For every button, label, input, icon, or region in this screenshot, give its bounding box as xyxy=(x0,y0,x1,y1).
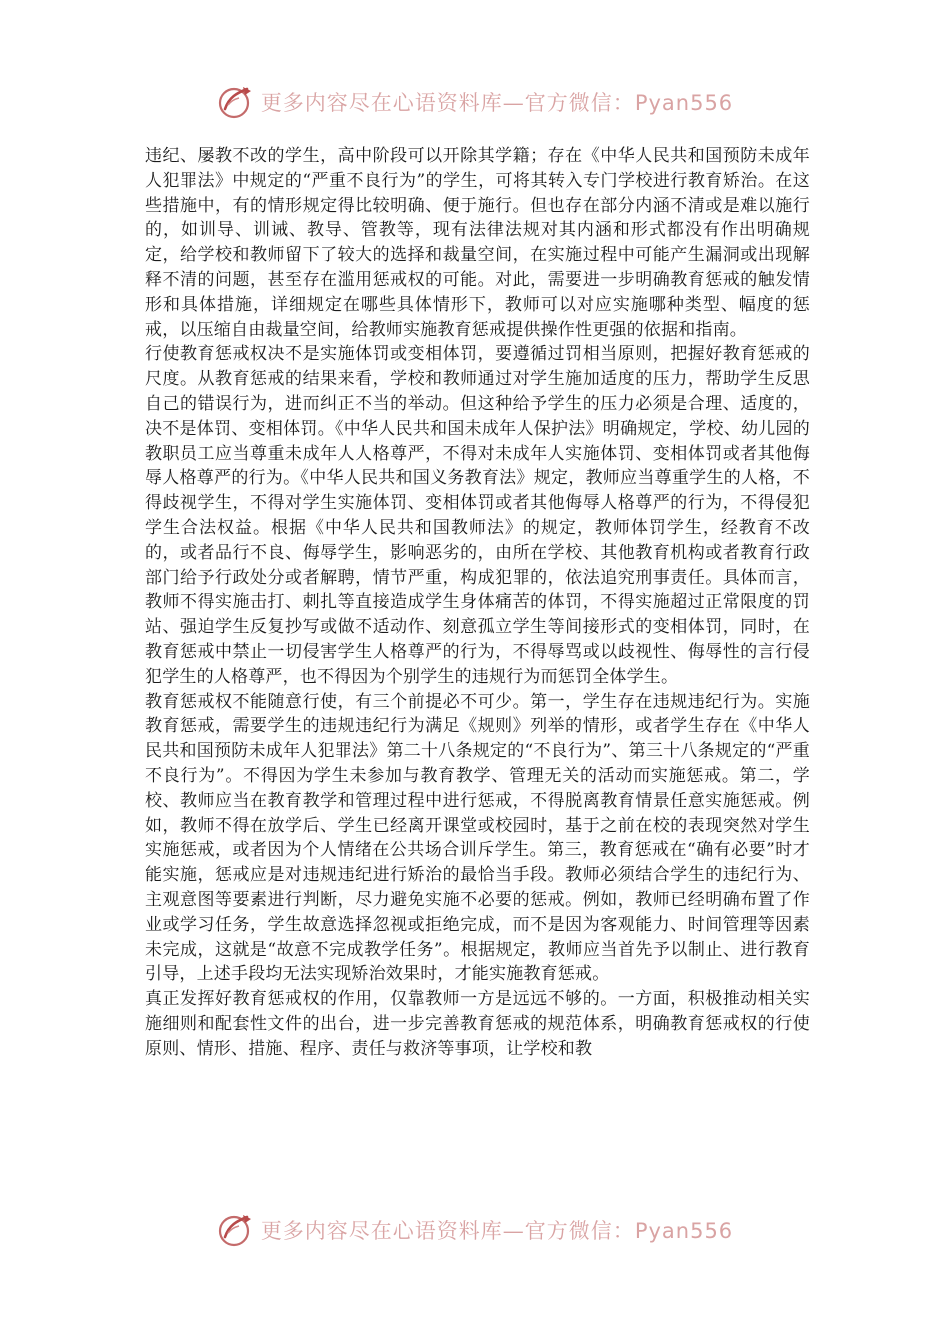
document-body xyxy=(145,144,810,1061)
paragraph-3: 教育惩戒权不能随意行使，有三个前提必不可少。第一，学生存在违规违纪行为。实施教育惩戒，需要学生的违规违纪行为满足《规则》列举的情形，或者学生存在《中华人民共和国预防未成年人犯罪法》第二十八条规定的“不良行为”、第三十八条规定的“严重不良行为”。不得因为学生未参加与教育教学、管理无关的活动而实施惩戒。第二，学校、教师应当在教育教学和管理过程中进行惩戒，不得脱离教育情景任意实施惩戒。例如，教师不得在放学后、学生已经离开课堂或校园时，基于之前在校的表现突然对学生实施惩戒，或者因为个人情绪在公共场合训斥学生。第三，教育惩戒在“确有必要”时才能实施，惩戒应是对违规违纪进行矫治的最恰当手段。教师必须结合学生的违纪行为、主观意图等要素进行判断，尽力避免实施不必要的惩戒。例如，教师已经明确布置了作业或学习任务，学生故意选择忽视或拒绝完成，而不是因为客观能力、时间管理等因素未完成，这就是“故意不完成教学任务”。根据规定，教师应当首先予以制止、进行教育引导，上述手段均无法实现矫治效果时，才能实施教育惩戒。 xyxy=(145,691,810,985)
paragraph-2: 行使教育惩戒权决不是实施体罚或变相体罚，要遵循过罚相当原则，把握好教育惩戒的尺度。从教育惩戒的结果来看，学校和教师通过对学生施加适度的压力，帮助学生反思自己的错误行为，进而纠正不当的举动。但这种给予学生的压力必须是合理、适度的，决不是体罚、变相体罚。《中华人民共和国未成年人保护法》明确规定，学校、幼儿园的教职员工应当尊重未成年人人格尊严，不得对未成年人实施体罚、变相体罚或者其他侮辱人格尊严的行为。《中华人民共和国义务教育法》规定，教师应当尊重学生的人格，不得歧视学生，不得对学生实施体罚、变相体罚或者其他侮辱人格尊严的行为，不得侵犯学生合法权益。根据《中华人民共和国教师法》的规定，教师体罚学生，经教育不改的，或者品行不良、侮辱学生，影响恶劣的，由所在学校、其他教育机构或者教育行政部门给予行政处分或者解聘，情节严重，构成犯罪的，依法追究刑事责任。具体而言，教师不得实施击打、刺扎等直接造成学生身体痛苦的体罚，不得实施超过正常限度的罚站、强迫学生反复抄写或做不适动作、刻意孤立学生等间接形式的变相体罚，同时，在教育惩戒中禁止一切侵害学生人格尊严的行为，不得辱骂或以歧视性、侮辱性的言行侵犯学生的人格尊严，也不得因为个别学生的违规行为而惩罚全体学生。 xyxy=(145,344,810,687)
logo-icon xyxy=(217,83,255,121)
footer-banner xyxy=(0,1208,950,1252)
banner-label: 更多内容尽在心语资料库—官方微信： xyxy=(260,91,635,115)
logo-icon xyxy=(217,1211,255,1249)
banner-wechat-id: Pyan556 xyxy=(634,91,734,115)
paragraph-1: 违纪、屡教不改的学生，高中阶段可以开除其学籍；存在《中华人民共和国预防未成年人犯罪法》中规定的“严重不良行为”的学生，可将其转入专门学校进行教育矫治。在这些措施中，有的情形规定得比较明确、便于施行。但也存在部分内涵不清或是难以施行的，如训导、训诫、教导、管教等，现有法律法规对其内涵和形式都没有作出明确规定，给学校和教师留下了较大的选择和裁量空间，在实施过程中可能产生漏洞或出现解释不清的问题，甚至存在滥用惩戒权的可能。对此，需要进一步明确教育惩戒的触发情形和具体措施，详细规定在哪些具体情形下，教师可以对应实施哪种类型、幅度的惩戒，以压缩自由裁量空间，给教师实施教育惩戒提供操作性更强的依据和指南。 xyxy=(145,146,810,340)
header-banner xyxy=(0,80,950,124)
banner-label: 更多内容尽在心语资料库—官方微信： xyxy=(260,1219,635,1243)
banner-wechat-id: Pyan556 xyxy=(634,1219,734,1243)
paragraph-4: 真正发挥好教育惩戒权的作用，仅靠教师一方是远远不够的。一方面，积极推动相关实施细则和配套性文件的出台，进一步完善教育惩戒的规范体系，明确教育惩戒权的行使原则、情形、措施、程序、责任与救济等事项，让学校和教 xyxy=(145,989,810,1059)
banner-text xyxy=(261,87,733,117)
banner-text xyxy=(261,1215,733,1245)
